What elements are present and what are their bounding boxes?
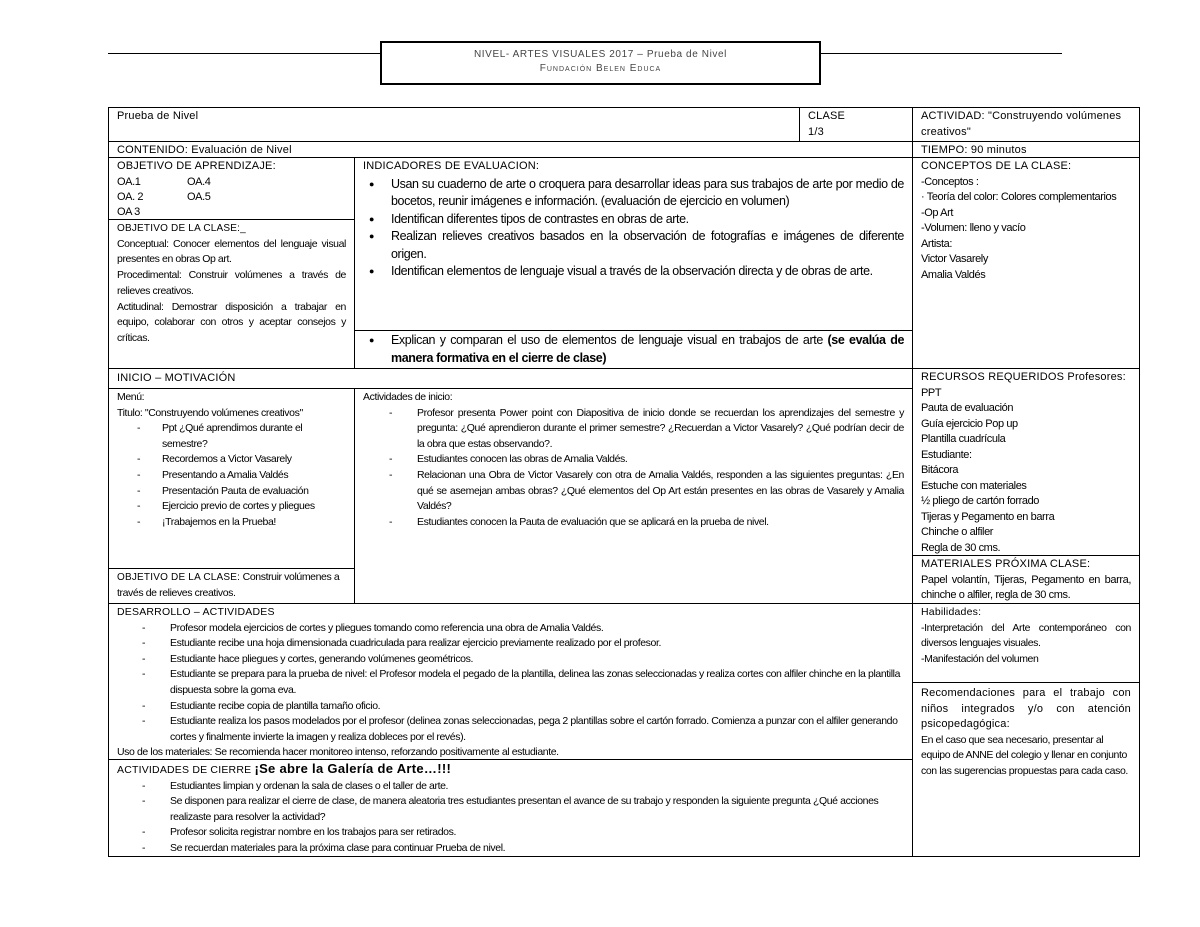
uso-materiales-text: Se recomienda hacer monitoreo intenso, reforzando positivamente al estudiante. [212,746,559,759]
concepto-line: -Volumen: lleno y vacío [921,222,1026,234]
actividad-title: ACTIVIDAD: "Construyendo volúmenes creativos" [921,110,1122,138]
recomendaciones-cell [912,682,1140,857]
indicador-item: ● Realizan relieves creativos basados en la observación de fotografías e imágenes de diferente origen. [363,228,904,263]
document-header [380,41,821,85]
indicadores-cierre-list [363,332,904,367]
concepto-line: Artista: [921,237,953,250]
indicador-item: ● Identifican diferentes tipos de contrastes en obras de arte. [363,211,904,229]
recurso-line: ½ pliego de cartón forrado [921,495,1040,507]
concepto-line: · Teoría del color: Colores complementarios [921,191,1117,203]
conceptos-cell [912,157,1140,369]
objetivo-clase2-label: OBJETIVO DE LA CLASE: [117,572,241,583]
prueba-label: Prueba de Nivel [117,110,199,122]
objetivo-aprendizaje-title: OBJETIVO DE APRENDIZAJE: [117,160,276,172]
recurso-line: PPT [921,386,942,399]
indicadores-title: INDICADORES DE EVALUACION: [363,160,540,172]
actitudinal-text: Demostrar disposición a trabajar en equipo, colaborar con otros y aceptar consejos y críticas. [117,300,346,344]
conceptual-label: Conceptual: [117,237,169,250]
clase-value: 1/3 [808,125,824,138]
habilidades-cell [912,603,1140,683]
recomendaciones-text: En el caso que sea necesario, presentar al equipo de ANNE del colegio y llenar en conjunto con las sugerencias propuestas para cada caso. [921,733,1128,777]
actividad-inicio-item: - Estudiantes conocen las obras de Amalia Valdés. [361,452,904,468]
objetivo-clase2-cell [108,568,355,604]
recursos-title: RECURSOS REQUERIDOS Profesores: [921,371,1126,383]
cierre-item: - Se recuerdan materiales para la próxima clase para continuar Prueba de nivel. [114,841,904,857]
menu-title: Menú: [117,391,145,403]
cierre-item: - Se disponen para realizar el cierre de clase, de manera aleatoria tres estudiantes presentan el avance de su trabajo y responden la siguiente pregunta ¿Qué acciones realizaste para resolver la actividad? [114,794,904,825]
cierre-list [114,779,904,857]
contenido-cell [108,141,913,158]
materiales-cell [912,555,1140,604]
menu-list [107,421,346,530]
desarrollo-item: - Estudiante hace pliegues y cortes, generando volúmenes geométricos. [114,652,904,668]
actividad-inicio-item: - Profesor presenta Power point con Diapositiva de inicio donde se recuerdan los aprendizajes del semestre y pregunta: ¿Qué aprendieron durante el primer semestre? ¿Recuerdan a Victor Vasarely? ¿Qué podrían decir de la obra que estas observando?. [361,406,904,453]
cierre-title-big: ¡Se abre la Galería de Arte…!!! [254,761,452,776]
actividad-inicio-item: - Relacionan una Obra de Victor Vasarely con otra de Amalia Valdés, responden a las siguientes preguntas: ¿En qué se asemejan ambas obras? ¿Qué elementos del Op Art están presentes en las obras de Vasarely y Amalia Valdés? [361,468,904,515]
desarrollo-item: - Profesor modela ejercicios de cortes y pliegues tomando como referencia una obra de Amalia Valdés. [114,621,904,637]
recurso-line: Guía ejercicio Pop up [921,417,1018,430]
recurso-line: Bitácora [921,464,959,476]
indicador-item: ● Usan su cuaderno de arte o croquera para desarrollar ideas para sus trabajos de arte por medio de bocetos, reunir imágenes e información. (evaluación de ejercicio en volumen) [363,176,904,211]
materiales-title: MATERIALES PRÓXIMA CLASE: [921,558,1091,570]
desarrollo-item: - Estudiante recibe una hoja dimensionada cuadriculada para realizar ejercicio previamente realizado por el profesor. [114,636,904,652]
objetivo-clase2-text: Construir volúmenes a través de relieves creativos. [117,571,340,599]
clase-cell [799,107,913,142]
conceptos-title: CONCEPTOS DE LA CLASE: [921,160,1072,172]
clase-label: CLASE [808,110,846,122]
objetivo-clase-cell [108,219,355,369]
inicio-cell [108,368,913,389]
recurso-line: Regla de 30 cms. [921,541,1001,554]
menu-item: - ¡Trabajemos en la Prueba! [107,515,346,531]
oa-item: OA.5 [187,190,211,203]
actividad-inicio-item: - Estudiantes conocen la Pauta de evaluación que se aplicará en la prueba de nivel. [361,515,904,531]
header-title: NIVEL- ARTES VISUALES 2017 – Prueba de Nivel [473,49,727,60]
oa-item: OA 3 [117,205,140,218]
uso-materiales-label: Uso de los materiales: [117,746,213,759]
header-subtitle: Fundación Belen Educa [539,63,662,74]
oa-list [117,175,346,221]
menu-item: - Recordemos a Victor Vasarely [107,452,346,468]
desarrollo-item: - Estudiante se prepara para la prueba de nivel: el Profesor modela el pegado de la plantilla, delinea las zonas seleccionadas y realiza cortes con alfiler chinche en la plantilla dispuesta sobre la goma eva. [114,667,904,698]
actividades-inicio-cell [354,388,913,604]
contenido-text: CONTENIDO: Evaluación de Nivel [117,144,292,156]
procedimental-text: Construir volúmenes a través de relieves creativos. [117,269,346,297]
conceptual-text: Conocer elementos del lenguaje visual presentes en obras Op art. [117,237,346,266]
desarrollo-cell [108,603,913,760]
recurso-line: Tijeras y Pegamento en barra [921,510,1055,523]
oa-item: OA.1 [117,175,141,188]
desarrollo-item: - Estudiante recibe copia de plantilla tamaño oficio. [114,699,904,715]
oa-item: OA. 2 [117,190,144,203]
prueba-cell [108,107,800,142]
recurso-line: Estuche con materiales [921,479,1027,492]
actitudinal-label: Actitudinal: [117,300,164,313]
desarrollo-list [114,621,904,746]
indicadores-list [363,175,904,281]
cierre-item: - Estudiantes limpian y ordenan la sala de clases o el taller de arte. [114,779,904,795]
indicador-text: Explican y comparan el uso de elementos de lenguaje visual en trabajos de arte [391,333,828,347]
oa-item: OA.4 [187,175,211,188]
menu-cell [108,388,355,569]
cierre-item: - Profesor solicita registrar nombre en los trabajos para ser retirados. [114,825,904,841]
habilidad-line: -Interpretación del Arte contemporáneo con diversos lenguajes visuales. [921,621,1131,650]
objetivo-aprendizaje-cell [108,157,355,220]
menu-subtitle: Titulo: "Construyendo volúmenes creativos" [117,406,303,419]
recomendaciones-title: Recomendaciones para el trabajo con niños integrados y/o con atención psicopedagógica: [921,687,1131,731]
desarrollo-title: DESARROLLO – ACTIVIDADES [117,606,275,618]
inicio-title: INICIO – MOTIVACIÓN [117,372,236,384]
recurso-line: Chinche o alfiler [921,526,994,538]
concepto-line: Victor Vasarely [921,253,988,265]
recurso-line: Pauta de evaluación [921,402,1014,414]
concepto-line: -Conceptos : [921,175,979,188]
cierre-title: ACTIVIDADES DE CIERRE [117,764,255,776]
recurso-line: Plantilla cuadrícula [921,433,1006,445]
habilidades-title: Habilidades: [921,606,982,618]
objetivo-clase-title: OBJETIVO DE LA CLASE:_ [117,223,246,234]
menu-item: - Ejercicio previo de cortes y pliegues [107,499,346,515]
recursos-cell [912,368,1140,556]
tiempo-text: TIEMPO: 90 minutos [921,144,1027,156]
habilidad-line: -Manifestación del volumen [921,652,1039,665]
actividades-inicio-list [361,406,904,531]
desarrollo-item: - Estudiante realiza los pasos modelados por el profesor (delinea zonas seleccionadas, pega 2 plantillas sobre el cartón forrado. Comienza a punzar con el alfiler generando cortes y finalmente invierte la imagen y realiza dobleces por el revés). [114,714,904,745]
recurso-line: Estudiante: [921,448,972,461]
tiempo-cell [912,141,1140,158]
indicador-item: ● Identifican elementos de lenguaje visual a través de la observación directa y de obras de arte. [363,263,904,281]
cierre-cell [108,759,913,857]
menu-item: - Presentación Pauta de evaluación [107,484,346,500]
procedimental-label: Procedimental: [117,269,182,282]
indicadores-cierre-cell [354,330,913,369]
indicador-item [363,332,904,367]
materiales-text: Papel volantín, Tijeras, Pegamento en barra, chinche o alfiler, regla de 30 cms. [921,573,1131,601]
actividades-inicio-title: Actividades de inicio: [363,391,453,403]
menu-item: - Presentando a Amalia Valdés [107,468,346,484]
indicador-bold-text: (se evalúa de manera formativa en el cierre de clase) [391,333,904,365]
actividad-cell [912,107,1140,142]
concepto-line: Amalia Valdés [921,268,986,281]
concepto-line: -Op Art [921,206,954,219]
menu-item: - Ppt ¿Qué aprendimos durante el semestre? [107,421,346,452]
indicadores-cell [354,157,913,331]
